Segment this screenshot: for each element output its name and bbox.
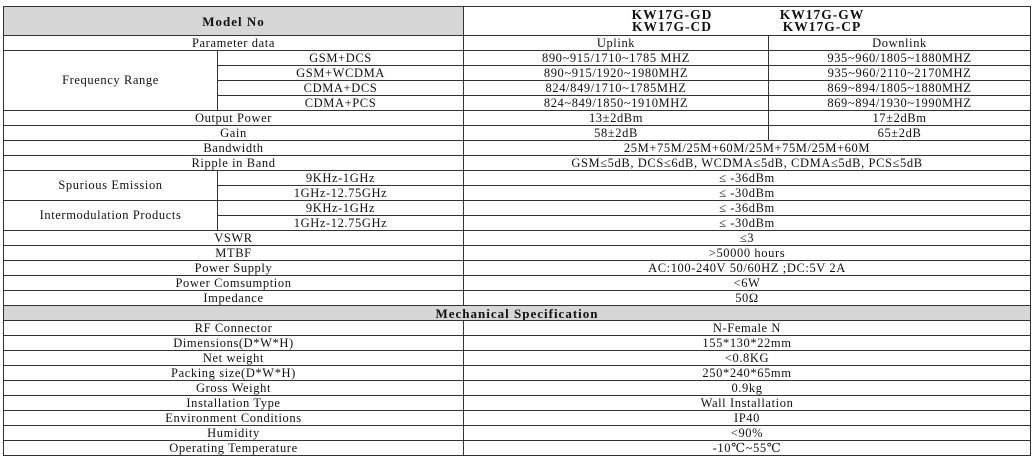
table-row (4, 231, 1031, 246)
row-label: Environment Conditions (4, 411, 464, 426)
row-label: Installation Type (4, 396, 464, 411)
row-label: Gross Weight (4, 381, 464, 396)
intermod-value: ≤ -36dBm (464, 201, 1031, 216)
row-value: IP40 (464, 411, 1031, 426)
table-row (4, 411, 1031, 426)
frequency-range-label: Frequency Range (4, 51, 218, 111)
intermod-value: ≤ -30dBm (464, 216, 1031, 231)
ripple-label: Ripple in Band (4, 156, 464, 171)
row-label: Power Supply (4, 261, 464, 276)
table-row (4, 441, 1031, 456)
gain-label: Gain (4, 126, 464, 141)
row-label: VSWR (4, 231, 464, 246)
row-label: Power Comsumption (4, 276, 464, 291)
frequency-band: 9KHz-1GHz (218, 201, 464, 216)
row-label: Impedance (4, 291, 464, 306)
uplink-value: 58±2dB (464, 126, 769, 141)
spec-table (3, 6, 1031, 456)
table-row (4, 171, 1031, 186)
parameter-row (4, 36, 1031, 51)
row-label: Operating Temperature (4, 441, 464, 456)
table-row (4, 381, 1031, 396)
table-row (4, 156, 1031, 171)
model-no-label: Model No (4, 7, 464, 36)
row-value: N-Female N (464, 321, 1031, 336)
model-name: KW17G-GD (631, 8, 713, 22)
uplink-value: 824~849/1850~1910MHZ (464, 96, 769, 111)
uplink-value: 890~915/1710~1785 MHZ (464, 51, 769, 66)
band-name: GSM+DCS (218, 51, 464, 66)
downlink-value: 869~894/1805~1880MHZ (769, 81, 1031, 96)
table-row (4, 126, 1031, 141)
row-value: 155*130*22mm (464, 336, 1031, 351)
row-label: Packing size(D*W*H) (4, 366, 464, 381)
spurious-emission-label: Spurious Emission (4, 171, 218, 201)
output-power-label: Output Power (4, 111, 464, 126)
table-row (4, 276, 1031, 291)
frequency-band: 1GHz-12.75GHz (218, 186, 464, 201)
downlink-value: 935~960/2110~2170MHZ (769, 66, 1031, 81)
frequency-band: 9KHz-1GHz (218, 171, 464, 186)
row-value: 250*240*65mm (464, 366, 1031, 381)
row-value: 0.9kg (464, 381, 1031, 396)
row-value: Wall Installation (464, 396, 1031, 411)
row-label: Net weight (4, 351, 464, 366)
spurious-value: ≤ -30dBm (464, 186, 1031, 201)
table-row (4, 261, 1031, 276)
mechanical-section-title: Mechanical Specification (4, 306, 1031, 321)
row-value: <90% (464, 426, 1031, 441)
model-name: KW17G-CP (782, 19, 862, 34)
model-line-1 (466, 9, 1028, 21)
row-value: AC:100-240V 50/60HZ ;DC:5V 2A (464, 261, 1031, 276)
downlink-value: 935~960/1805~1880MHZ (769, 51, 1031, 66)
uplink-value: 824/849/1710~1785MHZ (464, 81, 769, 96)
band-name: CDMA+PCS (218, 96, 464, 111)
table-row (4, 111, 1031, 126)
table-row (4, 426, 1031, 441)
header-row (4, 7, 1031, 36)
downlink-value: 65±2dB (769, 126, 1031, 141)
intermodulation-label: Intermodulation Products (4, 201, 218, 231)
model-names-cell (464, 7, 1031, 36)
downlink-value: 869~894/1930~1990MHZ (769, 96, 1031, 111)
section-header-row (4, 306, 1031, 321)
band-name: CDMA+DCS (218, 81, 464, 96)
table-row (4, 246, 1031, 261)
row-value: ≤3 (464, 231, 1031, 246)
parameter-label: Parameter data (4, 36, 464, 51)
uplink-value: 890~915/1920~1980MHZ (464, 66, 769, 81)
band-name: GSM+WCDMA (218, 66, 464, 81)
table-row (4, 336, 1031, 351)
row-value: -10℃~55℃ (464, 441, 1031, 456)
table-row (4, 366, 1031, 381)
row-value: <6W (464, 276, 1031, 291)
table-row (4, 321, 1031, 336)
row-value: <0.8KG (464, 351, 1031, 366)
row-label: MTBF (4, 246, 464, 261)
bandwidth-label: Bandwidth (4, 141, 464, 156)
spurious-value: ≤ -36dBm (464, 171, 1031, 186)
table-row (4, 141, 1031, 156)
ripple-value: GSM≤5dB, DCS≤6dB, WCDMA≤5dB, CDMA≤5dB, PCS≤5dB (464, 156, 1031, 171)
table-row (4, 51, 1031, 66)
model-name: KW17G-CD (632, 19, 712, 34)
downlink-header: Downlink (769, 36, 1031, 51)
downlink-value: 17±2dBm (769, 111, 1031, 126)
bandwidth-value: 25M+75M/25M+60M/25M+75M/25M+60M (464, 141, 1031, 156)
row-value: 50Ω (464, 291, 1031, 306)
table-row (4, 351, 1031, 366)
model-line-2 (466, 21, 1028, 33)
table-row (4, 201, 1031, 216)
uplink-value: 13±2dBm (464, 111, 769, 126)
model-name: KW17G-GW (779, 8, 865, 22)
row-label: Humidity (4, 426, 464, 441)
row-label: RF Connector (4, 321, 464, 336)
frequency-band: 1GHz-12.75GHz (218, 216, 464, 231)
table-row (4, 396, 1031, 411)
uplink-header: Uplink (464, 36, 769, 51)
row-label: Dimensions(D*W*H) (4, 336, 464, 351)
row-value: >50000 hours (464, 246, 1031, 261)
table-row (4, 291, 1031, 306)
